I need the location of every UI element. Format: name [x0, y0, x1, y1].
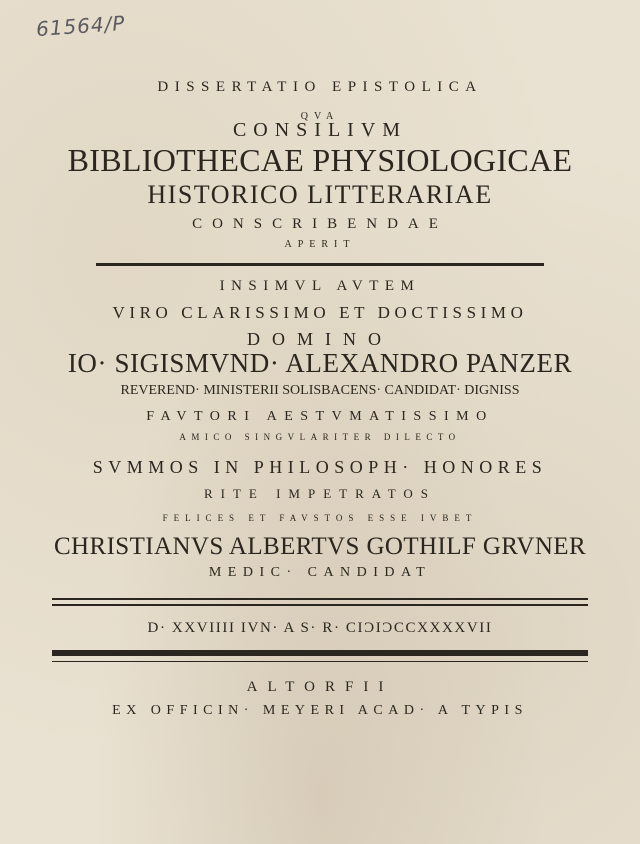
divider-rule-4 [52, 661, 588, 662]
imprint-line-altorfii: ALTORFII [246, 679, 394, 695]
divider-rule-1 [96, 263, 544, 266]
divider-rule-2 [52, 598, 588, 600]
dedication-line-felices: FELICES ET FAVSTOS ESSE IVBET [162, 513, 478, 523]
dedication-line-fautori: FAVTORI AESTVMATISSIMO [146, 409, 494, 424]
divider-rule-3 [52, 604, 588, 606]
dedication-line-domino: DOMINO [247, 329, 393, 349]
dedication-line-insimul: INSIMVL AVTEM [219, 278, 421, 294]
title-line-aperit: APERIT [284, 239, 356, 250]
divider-rule-thick [52, 650, 588, 656]
dedication-line-summos: SVMMOS IN PHILOSOPH· HONORES [92, 457, 548, 477]
dedication-line-author: CHRISTIANVS ALBERTVS GOTHILF GRVNER [53, 533, 587, 560]
dedication-line-amico: AMICO SINGVLARITER DILECTO [179, 432, 461, 442]
dedication-line-viro: VIRO CLARISSIMO ET DOCTISSIMO [112, 303, 528, 322]
dedication-line-reverend: REVEREND· MINISTERII SOLISBACENS· CANDIDAT· DIGNISS [120, 383, 520, 398]
dedication-line-medic: MEDIC· CANDIDAT [208, 565, 432, 580]
dedication-line-rite: RITE IMPETRATOS [203, 486, 437, 501]
imprint-line-officina: EX OFFICIN· MEYERI ACAD· A TYPIS [112, 703, 528, 718]
title-line-dissertatio: DISSERTATIO EPISTOLICA [157, 79, 483, 95]
title-line-bibliothecae: BIBLIOTHECAE PHYSIOLOGICAE [67, 142, 573, 178]
handwritten-shelfmark: 61564/P [35, 10, 127, 42]
title-line-historico: HISTORICO LITTERARIAE [147, 180, 493, 209]
title-line-consilium: CONSILIVM [232, 119, 408, 141]
date-line: D· XXVIIII IVN· A S· R· CIƆIƆCCXXXXVII [147, 620, 493, 636]
title-line-conscribendae: CONSCRIBENDAE [192, 216, 448, 232]
title-line-qva: QVA [300, 111, 340, 122]
dedication-line-name: IO· SIGISMVND· ALEXANDRO PANZER [67, 348, 573, 378]
